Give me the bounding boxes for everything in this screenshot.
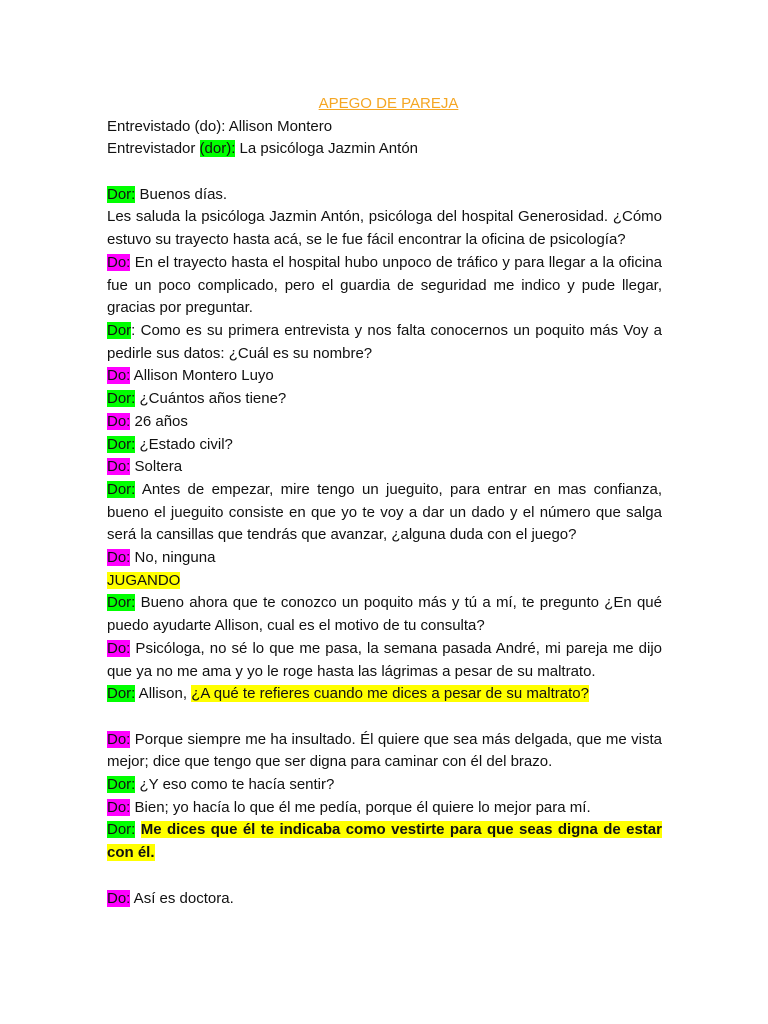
dialogue-line: Les saluda la psicóloga Jazmin Antón, psicóloga del hospital Generosidad. ¿Cómo estuvo su trayecto hasta acá, se le fue fácil encontrar la oficina de psicología?: [107, 208, 662, 249]
speaker-tag-dor: Dor:: [107, 685, 136, 703]
speaker-tag-dor: Dor:: [107, 776, 136, 794]
dialogue-line: Do: Allison Montero Luyo: [107, 367, 274, 385]
speaker-tag-do: Do:: [107, 889, 131, 907]
dialogue-line: Dor: Como es su primera entrevista y nos falta conocernos un poquito más Voy a pedirle sus datos: ¿Cuál es su nombre?: [107, 322, 662, 362]
speaker-tag-do: Do:: [107, 798, 131, 816]
interviewee-line: Entrevistado (do): Allison Montero: [107, 117, 333, 135]
dialogue-line: Do: Bien; yo hacía lo que él me pedía, porque él quiere lo mejor para mí.: [107, 798, 591, 816]
dialogue-line: Do: Así es doctora.: [107, 889, 234, 907]
dialogue-line: Do: No, ninguna: [107, 549, 216, 567]
dialogue-line: Dor: ¿Estado civil?: [107, 435, 233, 453]
dialogue-line: Dor: Buenos días.: [107, 185, 228, 203]
speaker-tag-dor: Dor: [107, 322, 132, 339]
dialogue-line: [107, 819, 662, 864]
dialogue-line: Do: Psicóloga, no sé lo que me pasa, la semana pasada André, mi pareja me dijo que ya no me ama y yo le roge hasta las lágrimas a pesar de su maltrato.: [107, 639, 662, 680]
dialogue-line: Dor: Antes de empezar, mire tengo un jueguito, para entrar en mas confianza, bueno el jueguito consiste en que yo te voy a dar un dado y el número que salga será la cansillas que tendrás que avanzar, ¿alguna duda con el juego?: [107, 480, 662, 544]
speaker-tag-dor: Dor:: [107, 480, 136, 498]
speaker-tag-do: Do:: [107, 367, 131, 385]
dialogue-line: Dor: ¿Cuántos años tiene?: [107, 390, 287, 408]
blank-line: [107, 161, 662, 184]
blank-line: [107, 865, 662, 888]
speaker-tag-dor: Dor:: [107, 821, 136, 839]
dialogue-line: Do: Porque siempre me ha insultado. Él quiere que sea más delgada, que me vista mejor; dice que tengo que ser digna para caminar con él del brazo.: [107, 730, 662, 771]
speaker-tag-dor: Dor:: [107, 390, 136, 408]
speaker-tag-do: Do:: [107, 639, 131, 657]
speaker-tag-do: Do:: [107, 549, 131, 567]
speaker-tag-do: Do:: [107, 458, 131, 476]
dialogue-line: Do: Soltera: [107, 458, 183, 476]
dialogue-line: Dor: ¿Y eso como te hacía sentir?: [107, 776, 335, 794]
speaker-tag-dor: Dor:: [107, 594, 136, 612]
highlighted-question: Me dices que él te indicaba como vestirte para que seas digna de estar con él.: [107, 821, 662, 862]
dialogue-line: Do: 26 años: [107, 412, 188, 430]
interviewer-line: Entrevistador (dor): La psicóloga Jazmin Antón: [107, 140, 419, 158]
document-title: APEGO DE PAREJA: [318, 95, 459, 112]
speaker-tag-dor: Dor:: [107, 435, 136, 453]
dialogue-line: Dor: Bueno ahora que te conozco un poquito más y tú a mí, te pregunto ¿En qué puedo ayudarte Allison, cual es el motivo de tu consulta?: [107, 594, 662, 635]
highlighted-question: ¿A qué te refieres cuando me dices a pesar de su maltrato?: [191, 685, 589, 703]
speaker-tag-dor: Dor:: [107, 185, 136, 203]
speaker-tag-do: Do:: [107, 730, 131, 748]
speaker-tag-do: Do:: [107, 253, 131, 271]
speaker-tag-do: Do:: [107, 412, 131, 430]
stage-direction: [107, 570, 662, 593]
dialogue-line: Do: En el trayecto hasta el hospital hubo unpoco de tráfico y para llegar a la oficina fue un poco complicado, pero el guardia de seguridad me indico y pude llegar, gracias por preguntar.: [107, 253, 662, 317]
dialogue-line: Dor: Allison, ¿A qué te refieres cuando me dices a pesar de su maltrato?: [107, 685, 589, 703]
stage-direction-label: JUGANDO: [107, 571, 181, 589]
blank-line: [107, 706, 662, 729]
interviewer-tag: (dor):: [199, 140, 236, 158]
document-page: [107, 93, 662, 910]
